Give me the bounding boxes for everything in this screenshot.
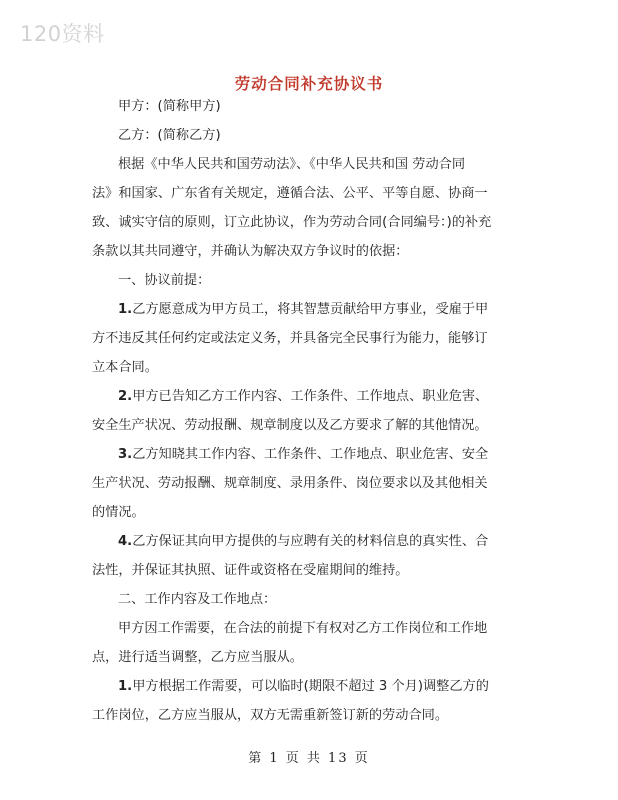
watermark-logo: 120资料 — [20, 22, 105, 46]
clause-number: 4. — [118, 534, 133, 549]
intro-line: 法》和国家、广东省有关规定，遵循合法、公平、平等自愿、协商一 — [92, 186, 488, 201]
section-2-heading: 二、工作内容及工作地点： — [118, 592, 277, 607]
intro-line: 条款以其共同遵守，并确认为解决双方争议时的依据： — [92, 244, 409, 259]
section-1-heading: 一、协议前提： — [118, 273, 211, 288]
intro-line: 根据《中华人民共和国劳动法》、《中华人民共和国 劳动合同 — [118, 157, 466, 172]
clause-number: 3. — [118, 447, 133, 462]
clause-1-2 — [92, 382, 530, 411]
clause-line: 的情况。 — [92, 505, 145, 520]
clause-text: 乙方愿意成为甲方员工，将其智慧贡献给甲方事业，受雇于甲 — [132, 302, 489, 317]
clause-text: 甲方已告知乙方工作内容、工作条件、工作地点、职业危害、 — [132, 389, 489, 404]
section-2-intro: 甲方因工作需要，在合法的前提下有权对乙方工作岗位和工作地 — [118, 621, 488, 636]
clause-2-1 — [92, 672, 530, 701]
clause-number: 1. — [118, 679, 133, 694]
party-b-line: 乙方：(简称乙方) — [118, 128, 221, 143]
intro-line: 致、诚实守信的原则，订立此协议，作为劳动合同(合同编号：)的补充 — [92, 215, 492, 230]
clause-line: 方不违反其任何约定或法定义务，并具备完全民事行为能力，能够订 — [92, 331, 488, 346]
clause-text: 乙方知晓其工作内容、工作条件、工作地点、职业危害、安全 — [132, 447, 489, 462]
clause-line: 立本合同。 — [92, 360, 158, 375]
clause-number: 2. — [118, 389, 133, 404]
page-number-footer: 第 1 页 共 13 页 — [248, 751, 370, 766]
clause-1-4 — [92, 527, 530, 556]
clause-1-1 — [92, 295, 530, 324]
document-title: 劳动合同补充协议书 — [234, 75, 384, 93]
clause-line: 生产状况、劳动报酬、规章制度、录用条件、岗位要求以及其他相关 — [92, 476, 488, 491]
clause-line: 法性，并保证其执照、证件或资格在受雇期间的维持。 — [92, 563, 409, 578]
clause-line: 安全生产状况、劳动报酬、规章制度以及乙方要求了解的其他情况。 — [92, 418, 488, 433]
document-body — [92, 92, 530, 730]
clause-number: 1. — [118, 302, 133, 317]
section-2-intro-line: 点，进行适当调整，乙方应当服从。 — [92, 650, 303, 665]
clause-text: 乙方保证其向甲方提供的与应聘有关的材料信息的真实性、合 — [132, 534, 489, 549]
clause-1-3 — [92, 440, 530, 469]
party-a-line: 甲方：(简称甲方) — [118, 99, 221, 114]
clause-text: 甲方根据工作需要，可以临时(期限不超过 3 个月)调整乙方的 — [132, 679, 489, 694]
clause-line: 工作岗位，乙方应当服从，双方无需重新签订新的劳动合同。 — [92, 708, 449, 723]
